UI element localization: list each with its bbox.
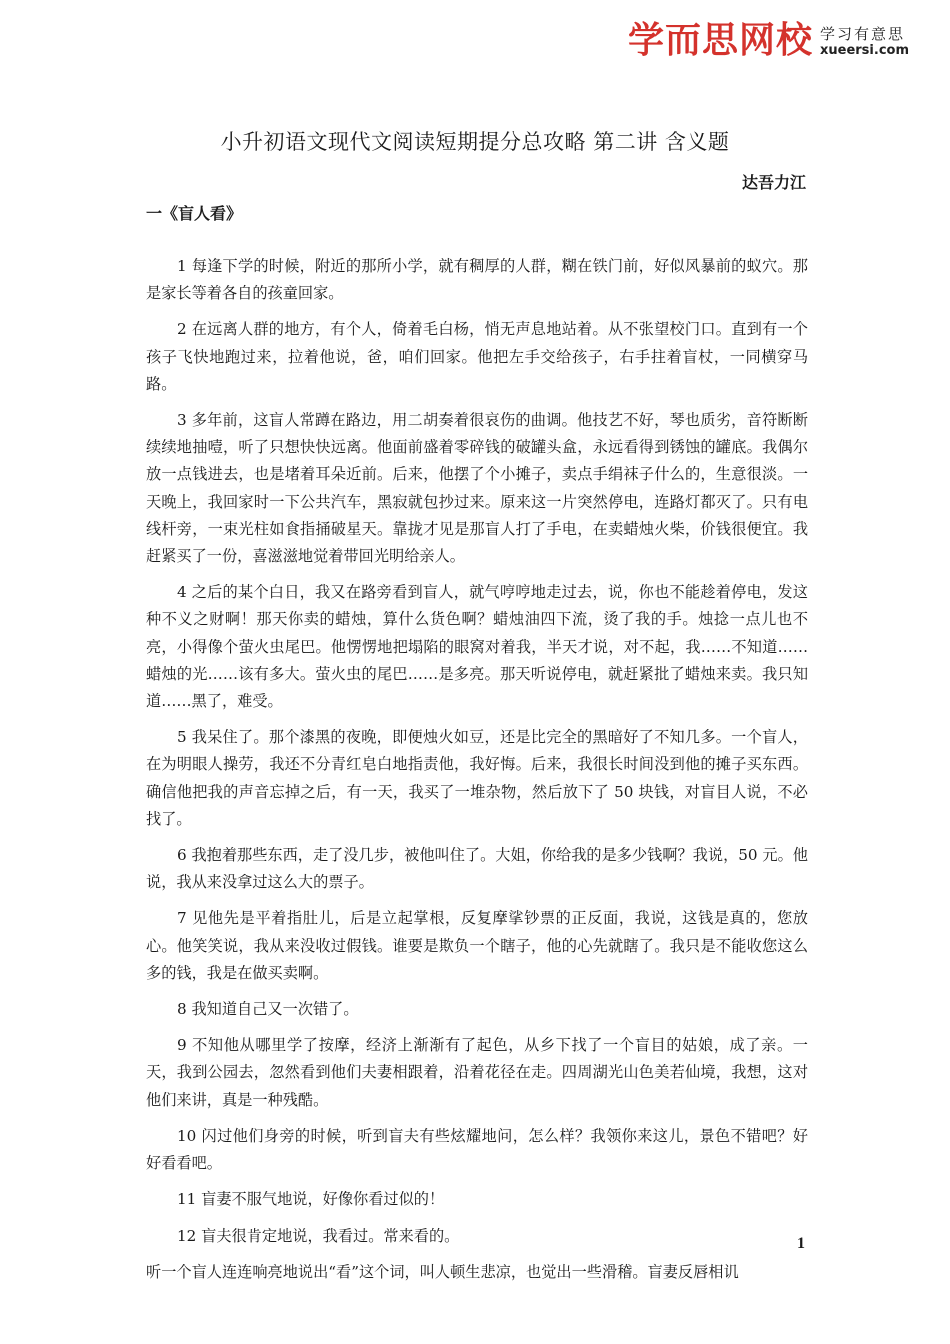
paragraph-5: 5 我呆住了。那个漆黑的夜晚，即便烛火如豆，还是比完全的黑暗好了不知几多。一个盲人，在为明眼人操劳，我还不分青红皂白地指责他，我好悔。后来，我很长时间没到他的摊子买东西。确信他把我的声音忘掉之后，有一天，我买了一堆杂物，然后放下了 50 块钱，对盲目人说，不必找了。 [146,728,808,828]
section-heading: 一《盲人看》 [146,204,243,223]
page-number: 1 [797,1235,805,1252]
paragraph-7: 7 见他先是平着指肚儿，后是立起掌根，反复摩挲钞票的正反面，我说，这钱是真的，您放心。他笑笑说，我从来没收过假钱。谁要是欺负一个瞎子，他的心先就瞎了。我只是不能收您这么多的钱，我是在做买卖啊。 [146,909,808,982]
paragraph-11: 11 盲妻不服气地说，好像你看过似的！ [177,1190,445,1209]
article-body [146,253,808,1295]
header-logo [628,18,928,68]
logo-url: xueersi.com [820,43,910,58]
paragraph-12: 12 盲夫很肯定地说，我看过。常来看的。 [177,1226,460,1245]
paragraph-10: 10 闪过他们身旁的时候，听到盲夫有些炫耀地问，怎么样？我领你来这儿，景色不错吧？好好看看吧。 [146,1126,808,1173]
paragraph-9: 9 不知他从哪里学了按摩，经济上渐渐有了起色，从乡下找了一个盲目的姑娘，成了亲。一天，我到公园去，忽然看到他们夫妻相跟着，沿着花径在走。四周湖光山色美若仙境，我想，这对他们来讲，真是一种残酷。 [146,1036,808,1109]
document-author: 达吾力江 [741,173,806,192]
paragraph-2: 2 在远离人群的地方，有个人，倚着毛白杨，悄无声息地站着。从不张望校门口。直到有一个孩子飞快地跑过来，拉着他说，爸，咱们回家。他把左手交给孩子，右手拄着盲杖，一同横穿马路。 [146,320,808,393]
paragraph-4: 4 之后的某个白日，我又在路旁看到盲人，就气哼哼地走过去，说，你也不能趁着停电，发这种不义之财啊！那天你卖的蜡烛，算什么货色啊？蜡烛油四下流，烫了我的手。烛捻一点儿也不亮，小得像个萤火虫尾巴。他愣愣地把塌陷的眼窝对着我，半天才说，对不起，我……不知道……蜡烛的光……该有多大。萤火虫的尾巴……是多亮。那天听说停电，就赶紧批了蜡烛来卖。我只知道……黑了，难受。 [146,583,808,711]
logo-slogan: 学习有意思 [820,25,906,43]
paragraph-1: 1 每逢下学的时候，附近的那所小学，就有稠厚的人群，糊在铁门前，好似风暴前的蚁穴。那是家长等着各自的孩童回家。 [146,257,808,303]
paragraph-3: 3 多年前，这盲人常蹲在路边，用二胡奏着很哀伤的曲调。他技艺不好，琴也质劣，音符断断续续地抽噎，听了只想快快远离。他面前盛着零碎钱的破罐头盒，永远看得到锈蚀的罐底。我偶尔放一点钱进去，也是堵着耳朵近前。后来，他摆了个小摊子，卖点手绢袜子什么的，生意很淡。一天晚上，我回家时一下公共汽车，黑寂就包抄过来。原来这一片突然停电，连路灯都灭了。只有电线杆旁，一束光柱如食指捅破星天。靠拢才见是那盲人打了手电，在卖蜡烛火柴，价钱很便宜。我赶紧买了一份，喜滋滋地觉着带回光明给亲人。 [146,411,808,566]
paragraph-continuation: 听一个盲人连连响亮地说出“看”这个词，叫人顿生悲凉，也觉出一些滑稽。盲妻反唇相讥 [146,1262,739,1281]
logo-wordmark: 学而思网校 [628,20,814,61]
paragraph-8: 8 我知道自己又一次错了。 [177,1000,359,1019]
paragraph-6: 6 我抱着那些东西，走了没几步，被他叫住了。大姐，你给我的是多少钱啊？我说，50 元。他说，我从来没拿过这么大的票子。 [146,846,808,892]
logo-side [820,25,930,59]
document-title: 小升初语文现代文阅读短期提分总攻略 第二讲 含义题 [220,130,730,154]
